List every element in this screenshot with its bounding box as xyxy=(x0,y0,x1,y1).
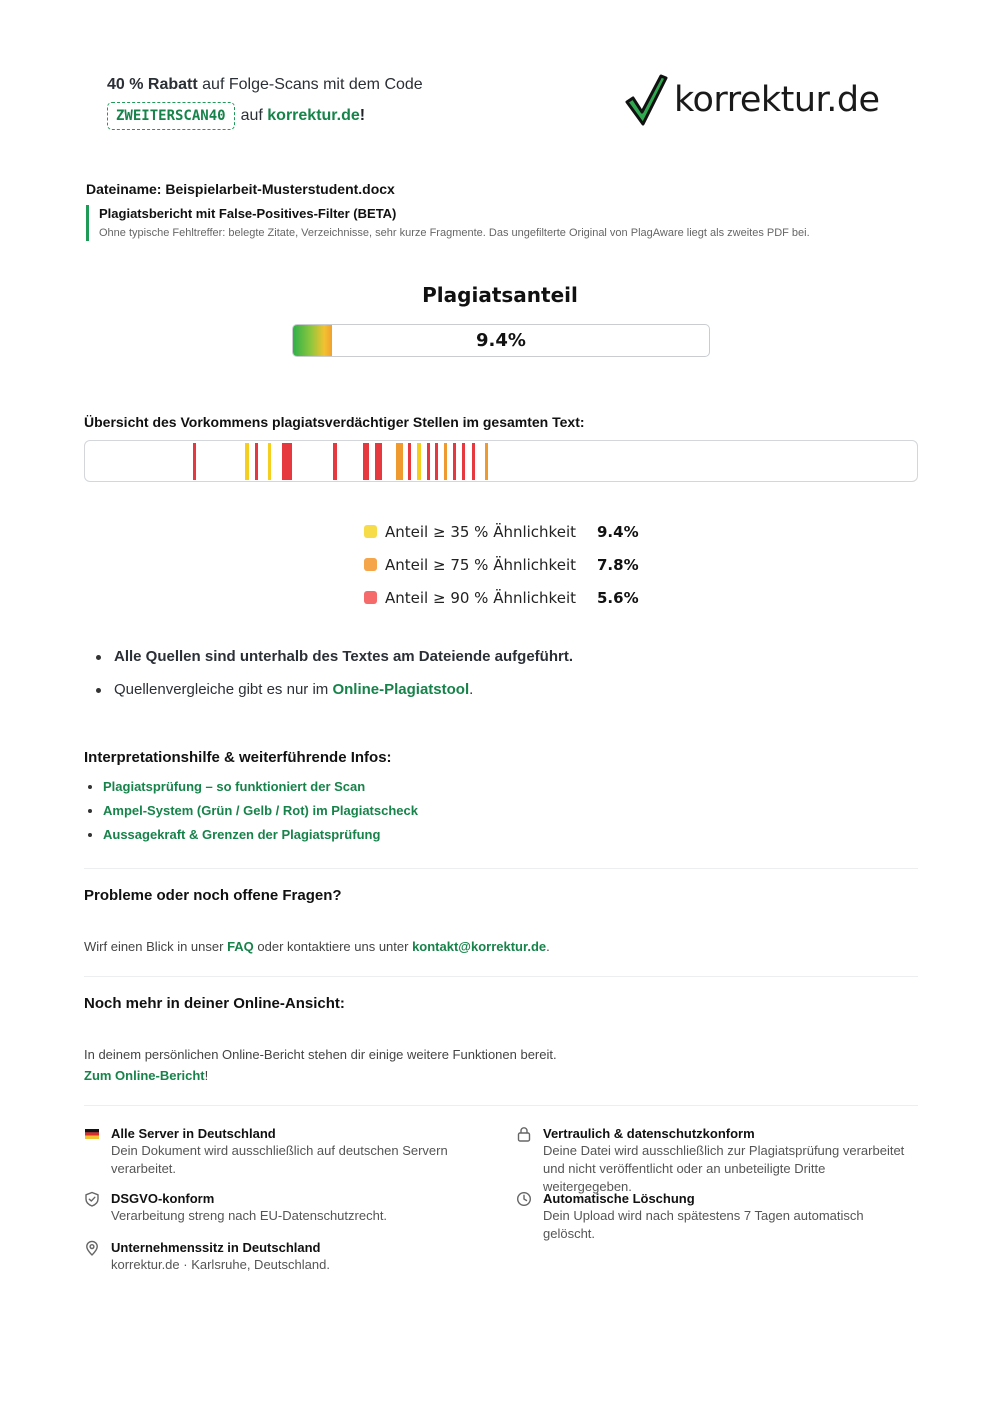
legend-swatch-red xyxy=(364,591,377,604)
share-value: 9.4% xyxy=(476,330,526,351)
legend-row xyxy=(364,515,664,548)
feature-servers: Alle Server in Deutschland Dein Dokument wird ausschließlich auf deutschen Servern verarbeitet. xyxy=(84,1125,484,1178)
interpretation-link[interactable]: Plagiatsprüfung – so funktioniert der Scan xyxy=(86,778,418,796)
online-tool-link[interactable]: Online-Plagiatstool xyxy=(332,681,470,698)
overview-marker-red xyxy=(282,443,292,480)
overview-marker-red xyxy=(435,443,438,480)
online-text: In deinem persönlichen Online-Bericht stehen dir einige weitere Funktionen bereit. Zum Online-Bericht! xyxy=(84,1047,557,1083)
note-text: Ohne typische Fehltreffer: belegte Zitate, Verzeichnisse, sehr kurze Fragmente. Das ungefilterte Original von PlagAware liegt als zweites PDF bei. xyxy=(99,227,810,239)
legend-row xyxy=(364,548,664,581)
overview-marker-red xyxy=(375,443,382,480)
overview-marker-red xyxy=(472,443,475,480)
divider xyxy=(84,976,918,977)
promo-text: 40 % Rabatt auf Folge-Scans mit dem Code xyxy=(107,76,423,93)
overview-marker-red xyxy=(333,443,337,480)
interpretation-link[interactable]: Ampel-System (Grün / Gelb / Rot) im Plagiatscheck xyxy=(86,802,418,820)
filter-note xyxy=(86,205,916,241)
site-link[interactable]: korrektur.de xyxy=(267,107,360,124)
interpretation-links xyxy=(86,778,418,850)
overview-marker-yellow xyxy=(268,443,271,480)
legend-label: Anteil ≥ 75 % Ähnlichkeit xyxy=(385,555,576,574)
overview-marker-orange xyxy=(396,443,403,480)
legend-label: Anteil ≥ 90 % Ähnlichkeit xyxy=(385,588,576,607)
overview-markers xyxy=(85,441,919,483)
faq-link[interactable]: FAQ xyxy=(227,939,254,954)
list-item: Alle Quellen sind unterhalb des Textes am Dateiende aufgeführt. xyxy=(96,647,573,667)
interpretation-link[interactable]: Aussagekraft & Grenzen der Plagiatsprüfung xyxy=(86,826,418,844)
lock-icon xyxy=(516,1126,532,1142)
overview-marker-red xyxy=(408,443,411,480)
overview-marker-red xyxy=(363,443,369,480)
share-progress-bar xyxy=(292,324,710,357)
overview-bar xyxy=(84,440,918,482)
note-title: Plagiatsbericht mit False-Positives-Filter (BETA) xyxy=(99,206,397,221)
legend-value: 5.6% xyxy=(597,588,639,607)
legend-row xyxy=(364,581,664,614)
info-bullets xyxy=(96,647,573,713)
interpretation-title: Interpretationshilfe & weiterführende Infos: xyxy=(84,749,392,766)
feature-confidential: Vertraulich & datenschutzkonform Deine Datei wird ausschließlich zur Plagiatsprüfung verarbeitet und nicht veröffentlicht oder an unbeteiligte Dritte weitergegeben. xyxy=(516,1125,916,1196)
legend-swatch-orange xyxy=(364,558,377,571)
legend-label: Anteil ≥ 35 % Ähnlichkeit xyxy=(385,522,576,541)
email-link[interactable]: kontakt@korrektur.de xyxy=(412,939,547,954)
overview-marker-yellow xyxy=(245,443,249,480)
logo-text: korrektur.de xyxy=(674,80,880,120)
overview-marker-red xyxy=(453,443,456,480)
overview-marker-orange xyxy=(485,443,488,480)
share-title: Plagiatsanteil xyxy=(422,283,578,307)
problems-title: Probleme oder noch offene Fragen? xyxy=(84,887,342,904)
problems-text: Wirf einen Blick in unser FAQ oder kontaktiere uns unter kontakt@korrektur.de. xyxy=(84,939,550,954)
filename: Dateiname: Beispielarbeit-Musterstudent.docx xyxy=(86,181,395,197)
overview-marker-red xyxy=(193,443,196,480)
checkmark-icon xyxy=(624,74,668,126)
discount-code: ZWEITERSCAN40 xyxy=(107,102,235,130)
legend-value: 7.8% xyxy=(597,555,639,574)
feature-headquarters: Unternehmenssitz in Deutschland korrektur.de · Karlsruhe, Deutschland. xyxy=(84,1239,484,1274)
legend xyxy=(364,515,664,614)
location-pin-icon xyxy=(84,1240,100,1256)
legend-value: 9.4% xyxy=(597,522,639,541)
feature-deletion: Automatische Löschung Dein Upload wird nach spätestens 7 Tagen automatisch gelöscht. xyxy=(516,1190,916,1243)
divider xyxy=(84,868,918,869)
overview-title: Übersicht des Vorkommens plagiatsverdächtiger Stellen im gesamten Text: xyxy=(84,414,585,430)
overview-marker-orange xyxy=(444,443,447,480)
online-title: Noch mehr in deiner Online-Ansicht: xyxy=(84,995,345,1012)
feature-dsgvo: DSGVO-konform Verarbeitung streng nach EU-Datenschutzrecht. xyxy=(84,1190,484,1225)
promo-banner: 40 % Rabatt auf Folge-Scans mit dem Code ZWEITERSCAN40 auf korrektur.de ! xyxy=(107,74,527,130)
list-item: Quellenvergleiche gibt es nur im Online-Plagiatstool. xyxy=(96,680,573,700)
online-report-link[interactable]: Zum Online-Bericht xyxy=(84,1068,205,1083)
overview-marker-red xyxy=(427,443,430,480)
overview-marker-red xyxy=(462,443,465,480)
clock-icon xyxy=(516,1191,532,1207)
germany-flag-icon xyxy=(84,1126,100,1142)
overview-marker-yellow xyxy=(417,443,421,480)
divider xyxy=(84,1105,918,1106)
legend-swatch-yellow xyxy=(364,525,377,538)
korrektur-logo xyxy=(624,74,880,126)
shield-check-icon xyxy=(84,1191,100,1207)
overview-marker-red xyxy=(255,443,258,480)
